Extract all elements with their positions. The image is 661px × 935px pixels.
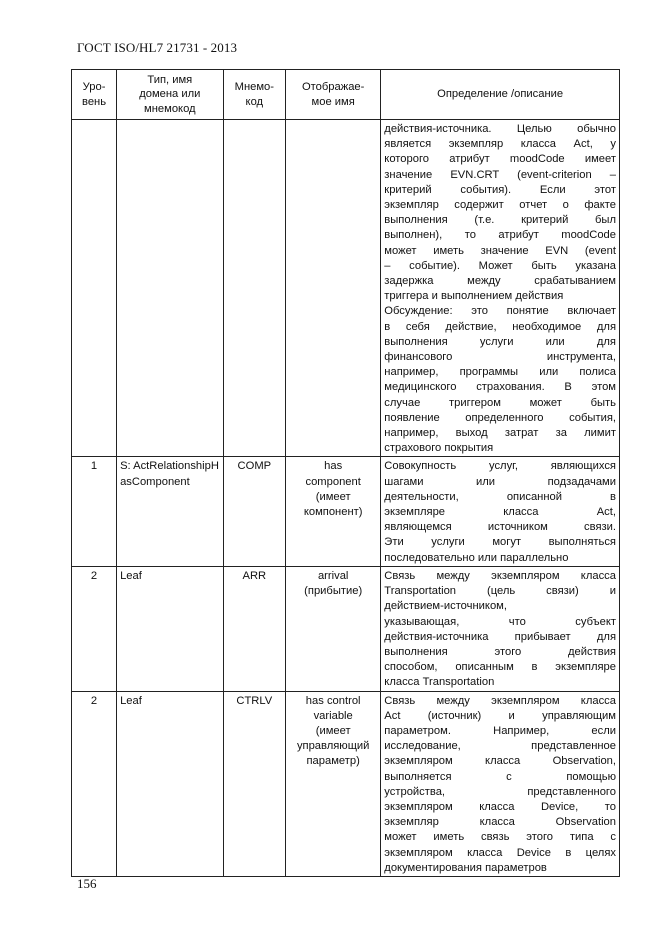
cell-level: 2 [72, 691, 117, 876]
cell-display-name [286, 566, 381, 691]
text-line: страхового покрытия [384, 442, 494, 455]
text-line: экземпляр содержит отчет о факте [384, 199, 616, 212]
text-line: Эти услуги могут выполняться [384, 536, 616, 549]
cell-level: 1 [72, 457, 117, 566]
text-line: значение EVN.CRT (event-criterion – [384, 168, 616, 181]
text-line: экземпляром класса Observation, [384, 755, 616, 768]
text-line: выполнения услуги или для [384, 335, 616, 348]
text-line: выполнен), то атрибут moodCode [384, 229, 616, 242]
text-line: выполняется с помощью [384, 770, 616, 783]
text-line: финансового инструмента, [384, 351, 616, 364]
text-line: может иметь значение EVN (event [384, 244, 616, 257]
cell-domain: Leaf [117, 691, 224, 876]
text-line: шагами или подзадачами [384, 475, 616, 488]
table-row [72, 120, 620, 457]
table-row [72, 691, 620, 876]
cell-mnemonic: COMP [223, 457, 285, 566]
text-line: документирования параметров [384, 861, 547, 874]
text-line: появление определенного события, [384, 411, 616, 424]
text-line: управляющий [296, 740, 370, 753]
page-header: ГОСТ ISO/HL7 21731 - 2013 [77, 40, 238, 55]
text-line: являющемся источником связи. [384, 521, 616, 534]
text-line: Act (источник) и управляющим [384, 709, 616, 722]
text-line: исследование, представленное [384, 740, 616, 753]
cell-display-name [286, 120, 381, 457]
cell-mnemonic: ARR [223, 566, 285, 691]
header-display-name: Отображае- мое имя [286, 70, 381, 120]
text-line: последовательно или параллельно [384, 551, 569, 564]
text-line: способом, описанным в экземпляре [384, 661, 616, 674]
cell-level: 2 [72, 566, 117, 691]
text-line: Обсуждение: это понятие включает [384, 305, 616, 318]
header-definition: Определение /описание [381, 70, 620, 120]
header-domain: Тип, имя домена или мнемокод [117, 70, 224, 120]
text-line: компонент) [303, 506, 363, 519]
text-line: выполнения (т.е. критерий был [384, 214, 616, 227]
text-line: (имеет [315, 490, 351, 503]
text-line: экземпляре класса Act, [384, 506, 616, 519]
text-line: действия-источника прибывает для [384, 630, 616, 643]
text-line: которого атрибут moodCode имеет [384, 153, 616, 166]
text-line: component [305, 475, 361, 488]
cell-domain [117, 120, 224, 457]
text-line: Связь между экземпляром класса [384, 694, 616, 707]
cell-domain: S: ActRelationshipHasComponent [117, 457, 224, 566]
text-line: действием-источником, [384, 600, 507, 613]
table-row [72, 457, 620, 566]
cell-mnemonic [223, 120, 285, 457]
text-line: экземпляром класса Device в целях [384, 846, 616, 859]
text-line: Связь между экземпляром класса [384, 569, 616, 582]
text-line: arrival [317, 569, 349, 582]
text-line: has [324, 460, 343, 473]
text-line: может иметь связь этого типа с [384, 831, 616, 844]
header-mnemonic: Мнемо- код [223, 70, 285, 120]
cell-display-name [286, 691, 381, 876]
text-line: задержка между срабатыванием [384, 275, 616, 288]
attribute-table [71, 69, 620, 877]
table-header-row [72, 70, 620, 120]
cell-display-name [286, 457, 381, 566]
text-line: (имеет [315, 724, 351, 737]
cell-definition [381, 457, 620, 566]
text-line: параметр) [306, 755, 360, 768]
text-line: действия-источника. Целью обычно [384, 123, 616, 135]
text-line: has control [305, 694, 361, 707]
cell-definition [381, 691, 620, 876]
text-line: экземпляром класса Device, то [384, 800, 616, 813]
text-line: Совокупность услуг, являющихся [384, 460, 616, 473]
text-line: выполнения этого действия [384, 645, 616, 658]
text-line: устройства, представленного [384, 785, 616, 798]
table-row [72, 566, 620, 691]
text-line: указывающая, что субъект [384, 615, 616, 628]
cell-level [72, 120, 117, 457]
text-line: является экземпляр класса Act, у [384, 138, 616, 151]
text-line: параметром. Например, если [384, 724, 616, 737]
text-line: variable [313, 709, 353, 722]
text-line: класса Transportation [384, 676, 495, 689]
text-line: в себя действие, необходимое для [384, 320, 616, 333]
cell-mnemonic: CTRLV [223, 691, 285, 876]
text-line: например, программы или полиса [384, 366, 616, 379]
cell-domain: Leaf [117, 566, 224, 691]
text-line: случае триггером может быть [384, 396, 616, 409]
text-line: экземпляр класса Observation [384, 816, 616, 829]
text-line: критерий события). Если этот [384, 183, 616, 196]
text-line: медицинского страхования. В этом [384, 381, 616, 394]
text-line: деятельности, описанной в [384, 490, 616, 503]
cell-definition [381, 566, 620, 691]
text-line: (прибытие) [304, 585, 363, 598]
cell-definition [381, 120, 620, 457]
header-level: Уро- вень [72, 70, 117, 120]
text-line: например, выход затрат за лимит [384, 427, 616, 440]
text-line: Transportation (цель связи) и [384, 585, 616, 598]
page-number: 156 [77, 876, 97, 891]
text-line: триггера и выполнением действия [384, 290, 564, 303]
text-line: – событие). Может быть указана [384, 259, 616, 272]
